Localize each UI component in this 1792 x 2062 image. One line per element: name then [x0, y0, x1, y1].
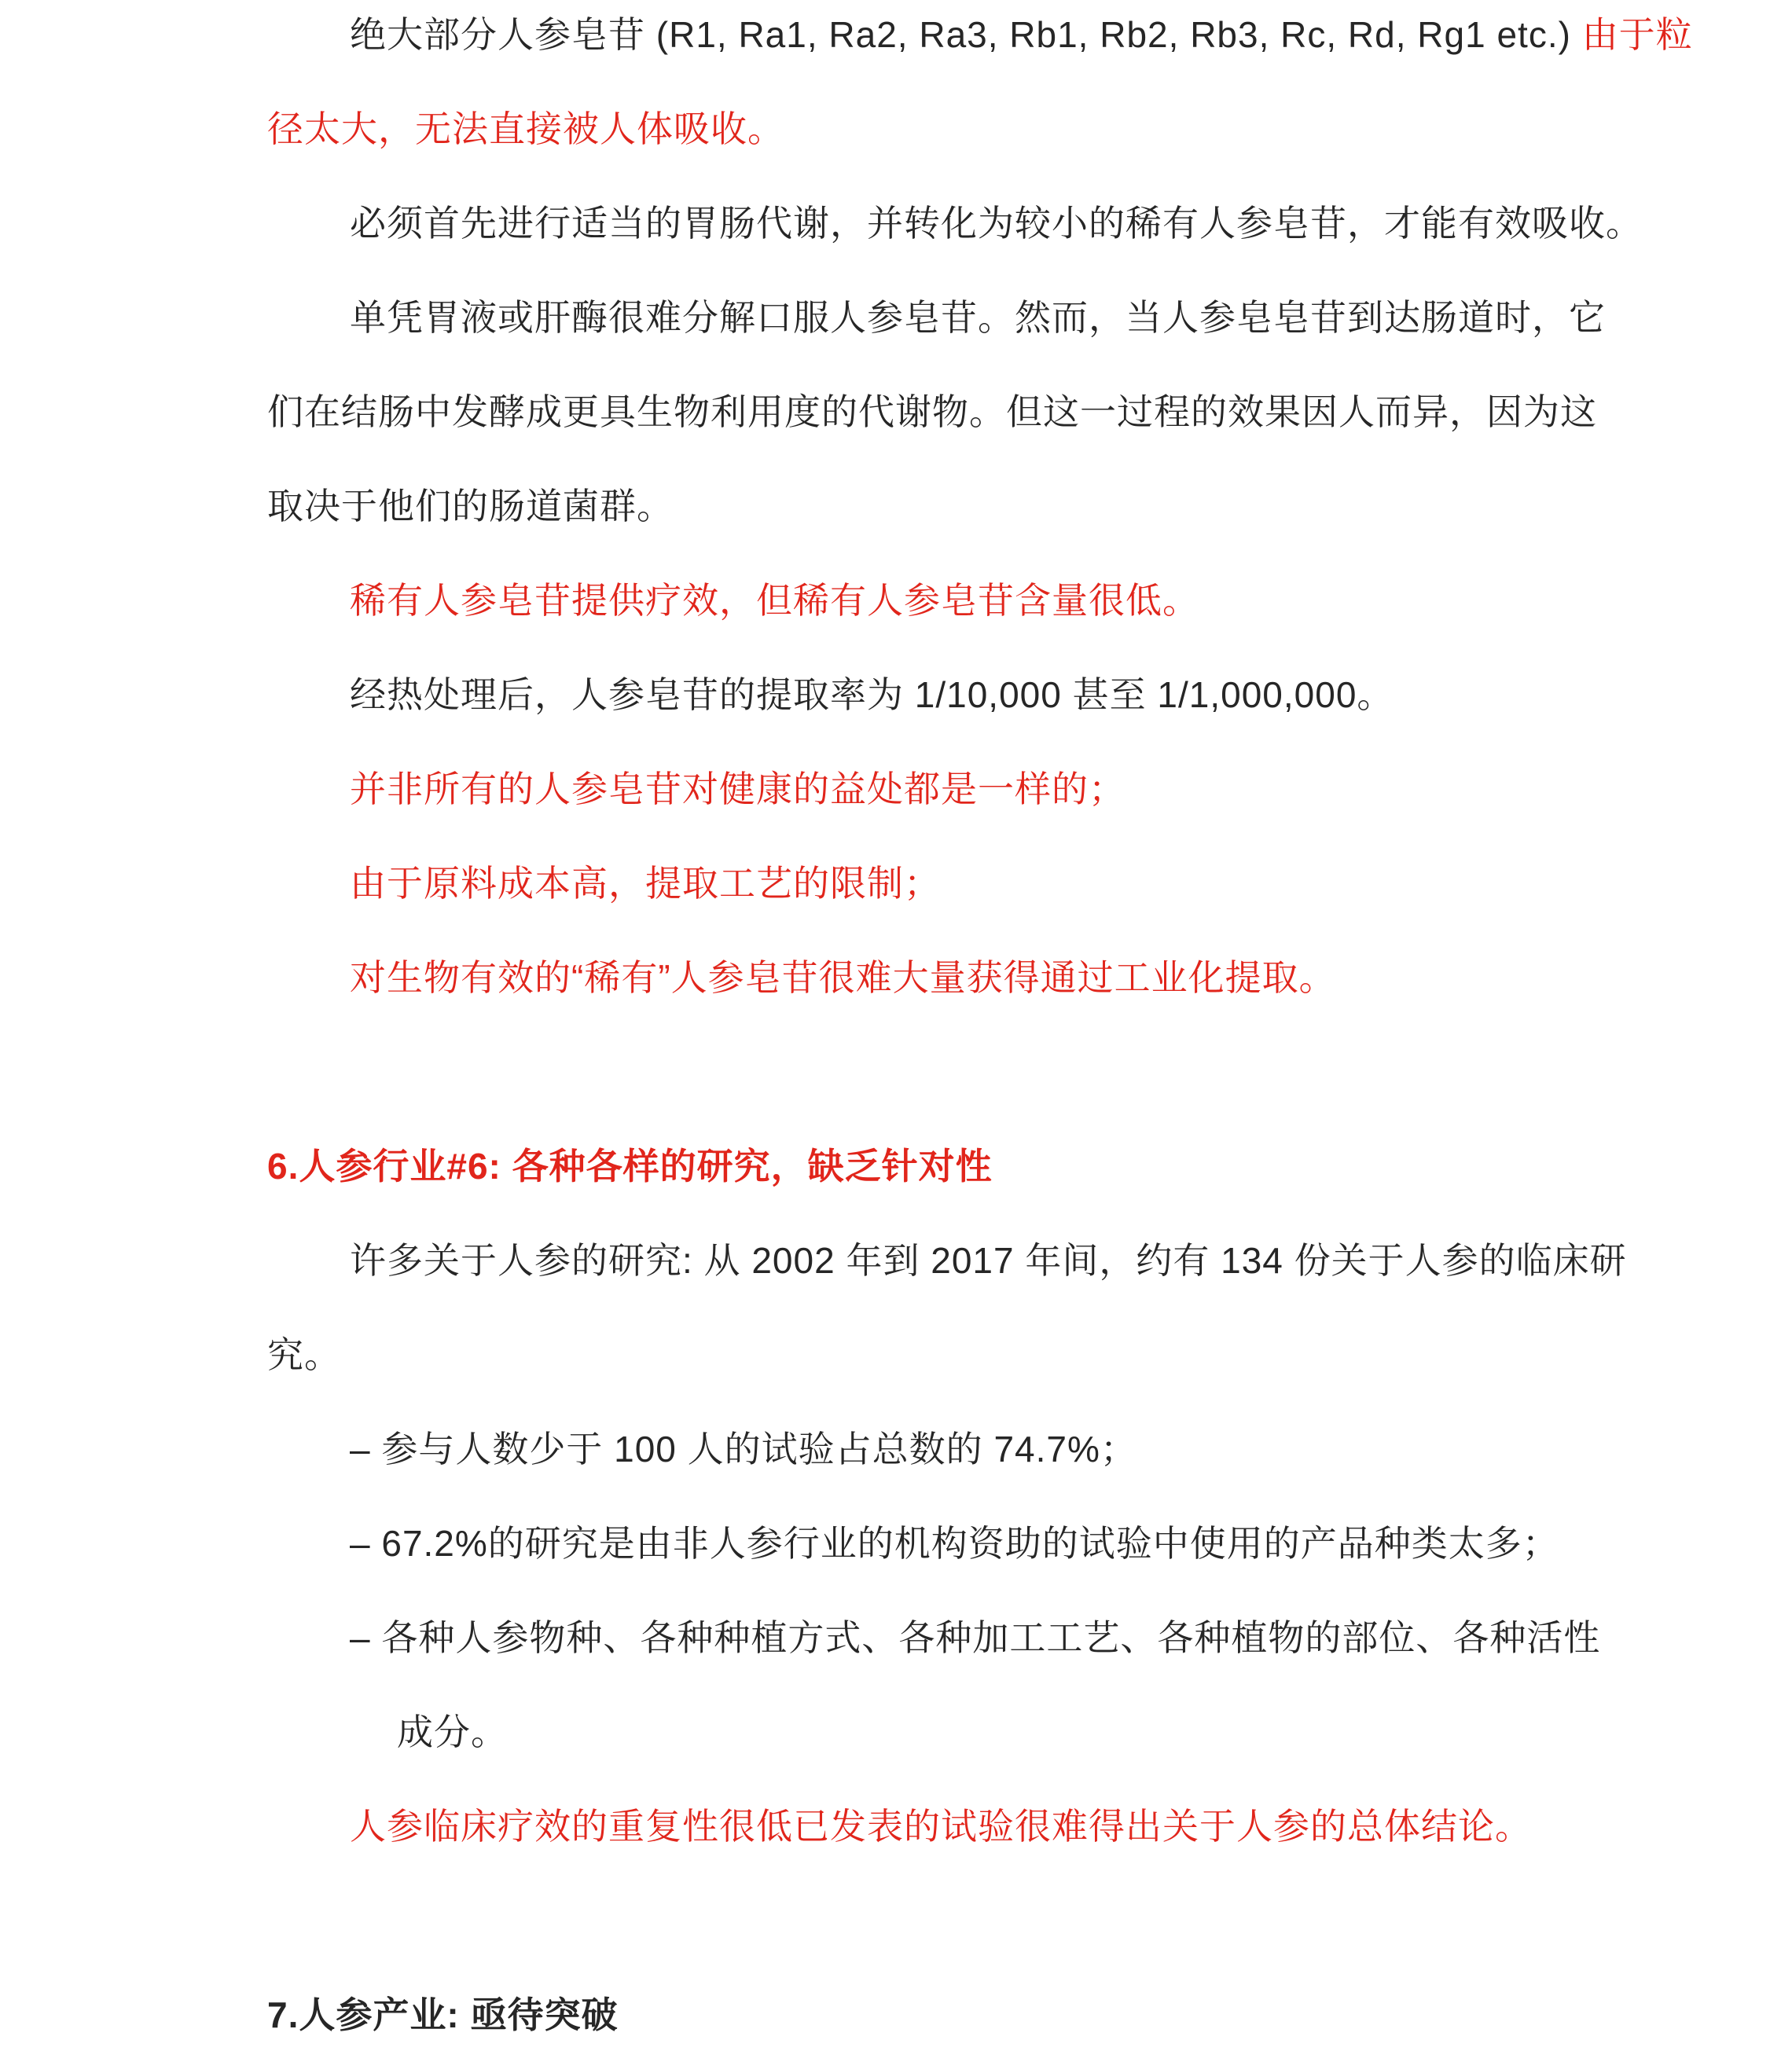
text-line: [267, 1685, 1658, 1779]
text-line: [267, 82, 1658, 176]
document-heading: [267, 1119, 1658, 1213]
text-line: [267, 365, 1658, 459]
text-segment: 成分。: [397, 1712, 508, 1752]
text-line: [267, 836, 1658, 930]
text-line: [267, 553, 1658, 648]
document-heading: [267, 1968, 1658, 2062]
text-line: [267, 1779, 1658, 1873]
text-line: [267, 0, 1693, 82]
text-line: [267, 1213, 1658, 1308]
blank-line: [267, 1873, 1658, 1968]
text-line: [267, 648, 1658, 742]
text-segment: – 67.2%的研究是由非人参行业的机构资助的试验中使用的产品种类太多；: [350, 1523, 1559, 1564]
text-line: [267, 1591, 1658, 1685]
text-line: [267, 176, 1658, 270]
blank-line: [267, 1025, 1658, 1119]
text-segment: – 各种人参物种、各种种植方式、各种加工工艺、各种植物的部位、各种活性: [350, 1617, 1601, 1658]
text-segment: 究。: [267, 1334, 341, 1375]
text-segment: 绝大部分人参皂苷 (R1, Ra1, Ra2, Ra3, Rb1, Rb2, Rb3, Rc, Rd, Rg1 etc.): [350, 14, 1582, 55]
text-line: [267, 1308, 1658, 1402]
highlighted-text-segment: 径太大，无法直接被人体吸收。: [267, 108, 784, 149]
highlighted-text-segment: 对生物有效的“稀有”人参皂苷很难大量获得通过工业化提取。: [350, 957, 1336, 998]
text-segment: – 参与人数少于 100 人的试验占总数的 74.7%；: [350, 1429, 1137, 1469]
highlighted-text-segment: 人参临床疗效的重复性很低已发表的试验很难得出关于人参的总体结论。: [350, 1806, 1532, 1847]
highlighted-text-segment: 并非所有的人参皂苷对健康的益处都是一样的；: [350, 769, 1126, 809]
text-line: [267, 1496, 1658, 1591]
highlighted-text-segment: 稀有人参皂苷提供疗效，但稀有人参皂苷含量很低。: [350, 580, 1199, 621]
text-segment: 许多关于人参的研究: 从 2002 年到 2017 年间，约有 134 份关于人参的临床研: [350, 1240, 1627, 1281]
text-segment: 7.人参产业: 亟待突破: [267, 1994, 619, 2035]
document-body: [267, 0, 1693, 2062]
text-line: [267, 742, 1658, 836]
text-line: [267, 459, 1658, 553]
text-segment: 取决于他们的肠道菌群。: [267, 486, 674, 527]
text-line: [267, 930, 1658, 1025]
text-segment: 单凭胃液或肝酶很难分解口服人参皂苷。然而，当人参皂皂苷到达肠道时，它: [350, 297, 1606, 338]
text-segment: 们在结肠中发酵成更具生物利用度的代谢物。但这一过程的效果因人而异，因为这: [267, 391, 1597, 432]
highlighted-text-segment: 由于粒: [1581, 14, 1693, 55]
highlighted-text-segment: 6.人参行业#6: 各种各样的研究，缺乏针对性: [267, 1146, 993, 1187]
text-segment: 必须首先进行适当的胃肠代谢，并转化为较小的稀有人参皂苷，才能有效吸收。: [350, 203, 1643, 244]
highlighted-text-segment: 由于原料成本高，提取工艺的限制；: [350, 863, 941, 904]
text-line: [267, 1402, 1658, 1496]
text-segment: 经热处理后，人参皂苷的提取率为 1/10,000 甚至 1/1,000,000。: [350, 674, 1394, 715]
text-line: [267, 270, 1658, 365]
